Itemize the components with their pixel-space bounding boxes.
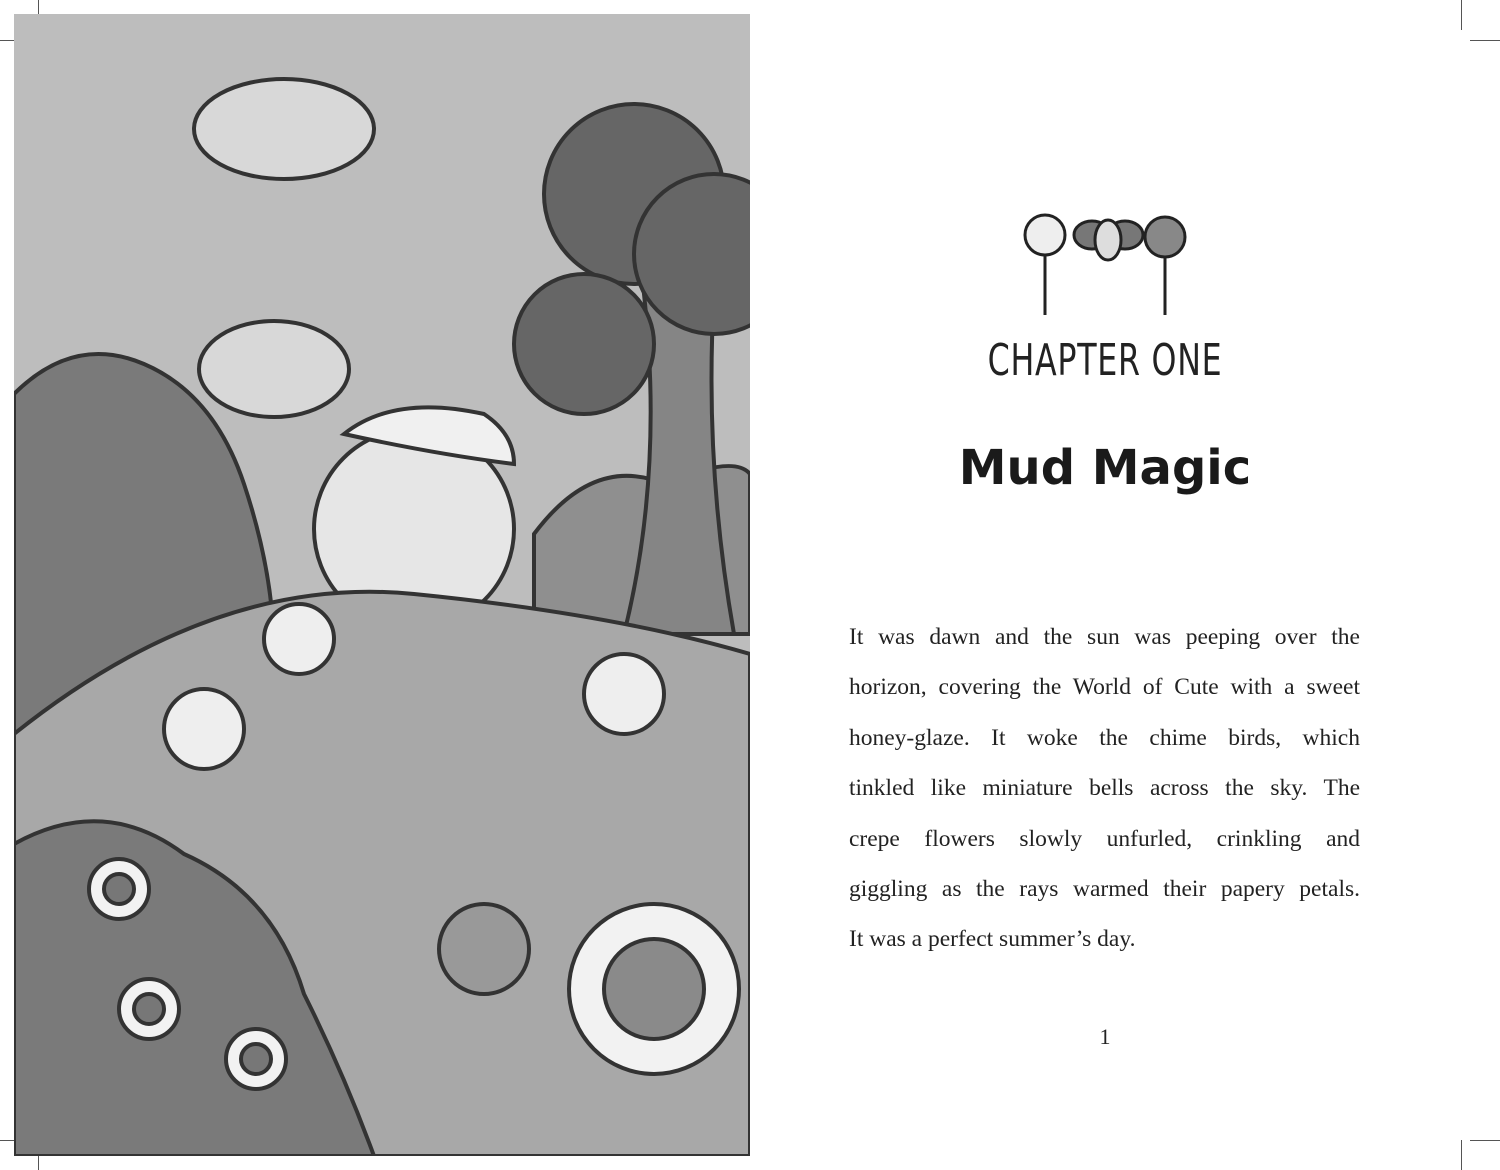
text-line: tinkled like miniature bells across the sky. The xyxy=(849,775,1360,802)
flowers-butterfly-ornament xyxy=(1000,195,1210,320)
chapter-title: Mud Magic xyxy=(958,440,1252,496)
chapter-illustration xyxy=(14,14,750,1156)
text-line: giggling as the rays warmed their papery petals. xyxy=(849,875,1360,902)
crop-mark xyxy=(1470,40,1500,41)
text-line: honey-glaze. It woke the chime birds, which xyxy=(849,724,1360,751)
text-line: It was dawn and the sun was peeping over the xyxy=(849,624,1360,650)
crop-mark xyxy=(1470,1140,1500,1141)
crop-mark xyxy=(1461,0,1462,30)
text-line: crepe flowers slowly unfurled, crinkling and xyxy=(849,825,1360,852)
crop-mark xyxy=(1461,1140,1462,1170)
snail-icon xyxy=(439,904,529,994)
page-number: 1 xyxy=(1099,1024,1111,1049)
body-paragraph xyxy=(849,612,1360,965)
chapter-number: CHAPTER ONE xyxy=(987,335,1223,386)
text-line: horizon, covering the World of Cute with a sweet xyxy=(849,674,1360,701)
text-line: It was a perfect summer’s day. xyxy=(849,926,1136,953)
